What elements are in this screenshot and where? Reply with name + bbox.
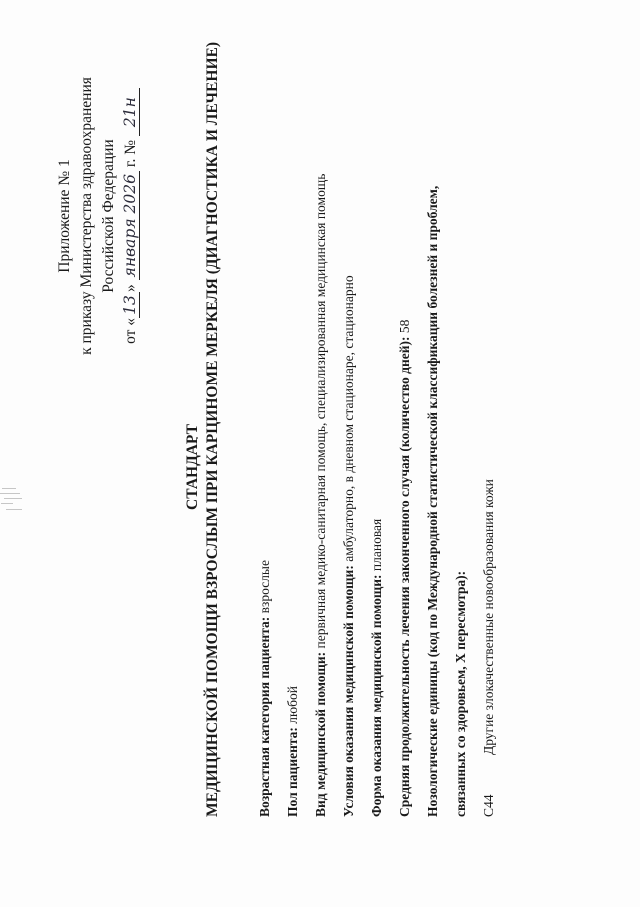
diagnosis-name: Другие злокачественные новообразования кожи [481,479,496,755]
handwritten-month-year: января 2026 [121,171,140,280]
age-label: Возрастная категория пациента: [257,616,272,817]
care-type-label: Вид медицинской помощи: [313,651,328,817]
document-heading [183,42,223,817]
appendix-date-line [120,71,142,361]
appendix-ministry-line: Российской Федерации [100,139,117,293]
patient-sex [283,77,303,817]
care-type-value: первичная медико-санитарная помощь, специализированная медицинская помощь [313,173,328,649]
document-subtitle: МЕДИЦИНСКОЙ ПОМОЩИ ВЗРОСЛЫМ ПРИ КАРЦИНОМЕ МЕРКЕЛЯ (ДИАГНОСТИКА И ЛЕЧЕНИЕ) [204,42,221,817]
date-prefix: от « [122,317,139,344]
nosology-line-1: Нозологические единицы (код по Международной статистической классификации болезней и проблем, [425,185,440,817]
care-type [311,77,331,817]
handwritten-day: 13 [121,292,140,318]
care-form [367,77,387,817]
treatment-duration [395,77,415,817]
care-conditions [339,77,359,817]
date-mid: » [122,284,139,292]
nosology-heading-cont [451,77,471,817]
conditions-value: амбулаторно, в дневном стационаре, стационарно [341,275,356,562]
nosology-heading [423,77,443,817]
date-suffix: г. № [122,139,139,168]
approval-block [54,71,142,361]
document-title: СТАНДАРТ [184,424,201,510]
duration-label: Средняя продолжительность лечения законченного случая (количество дней): [397,336,412,817]
form-label: Форма оказания медицинской помощи: [369,574,384,817]
duration-value: 58 [397,319,412,334]
age-category [255,77,275,817]
handwritten-order-number: 21н [121,88,140,136]
appendix-title: Приложение № 1 [56,159,73,273]
diagnosis-row [479,77,499,817]
form-value: плановая [369,518,384,572]
diagnosis-code: C44 [481,794,496,817]
appendix-order-line: к приказу Министерства здравоохранения [78,77,95,355]
conditions-label: Условия оказания медицинской помощи: [341,565,356,817]
nosology-line-2: связанных со здоровьем, X пересмотра): [453,570,468,817]
sex-value: любой [285,686,300,724]
age-value: взрослые [257,560,272,614]
sex-label: Пол пациента: [285,727,300,817]
document-body [255,77,499,817]
